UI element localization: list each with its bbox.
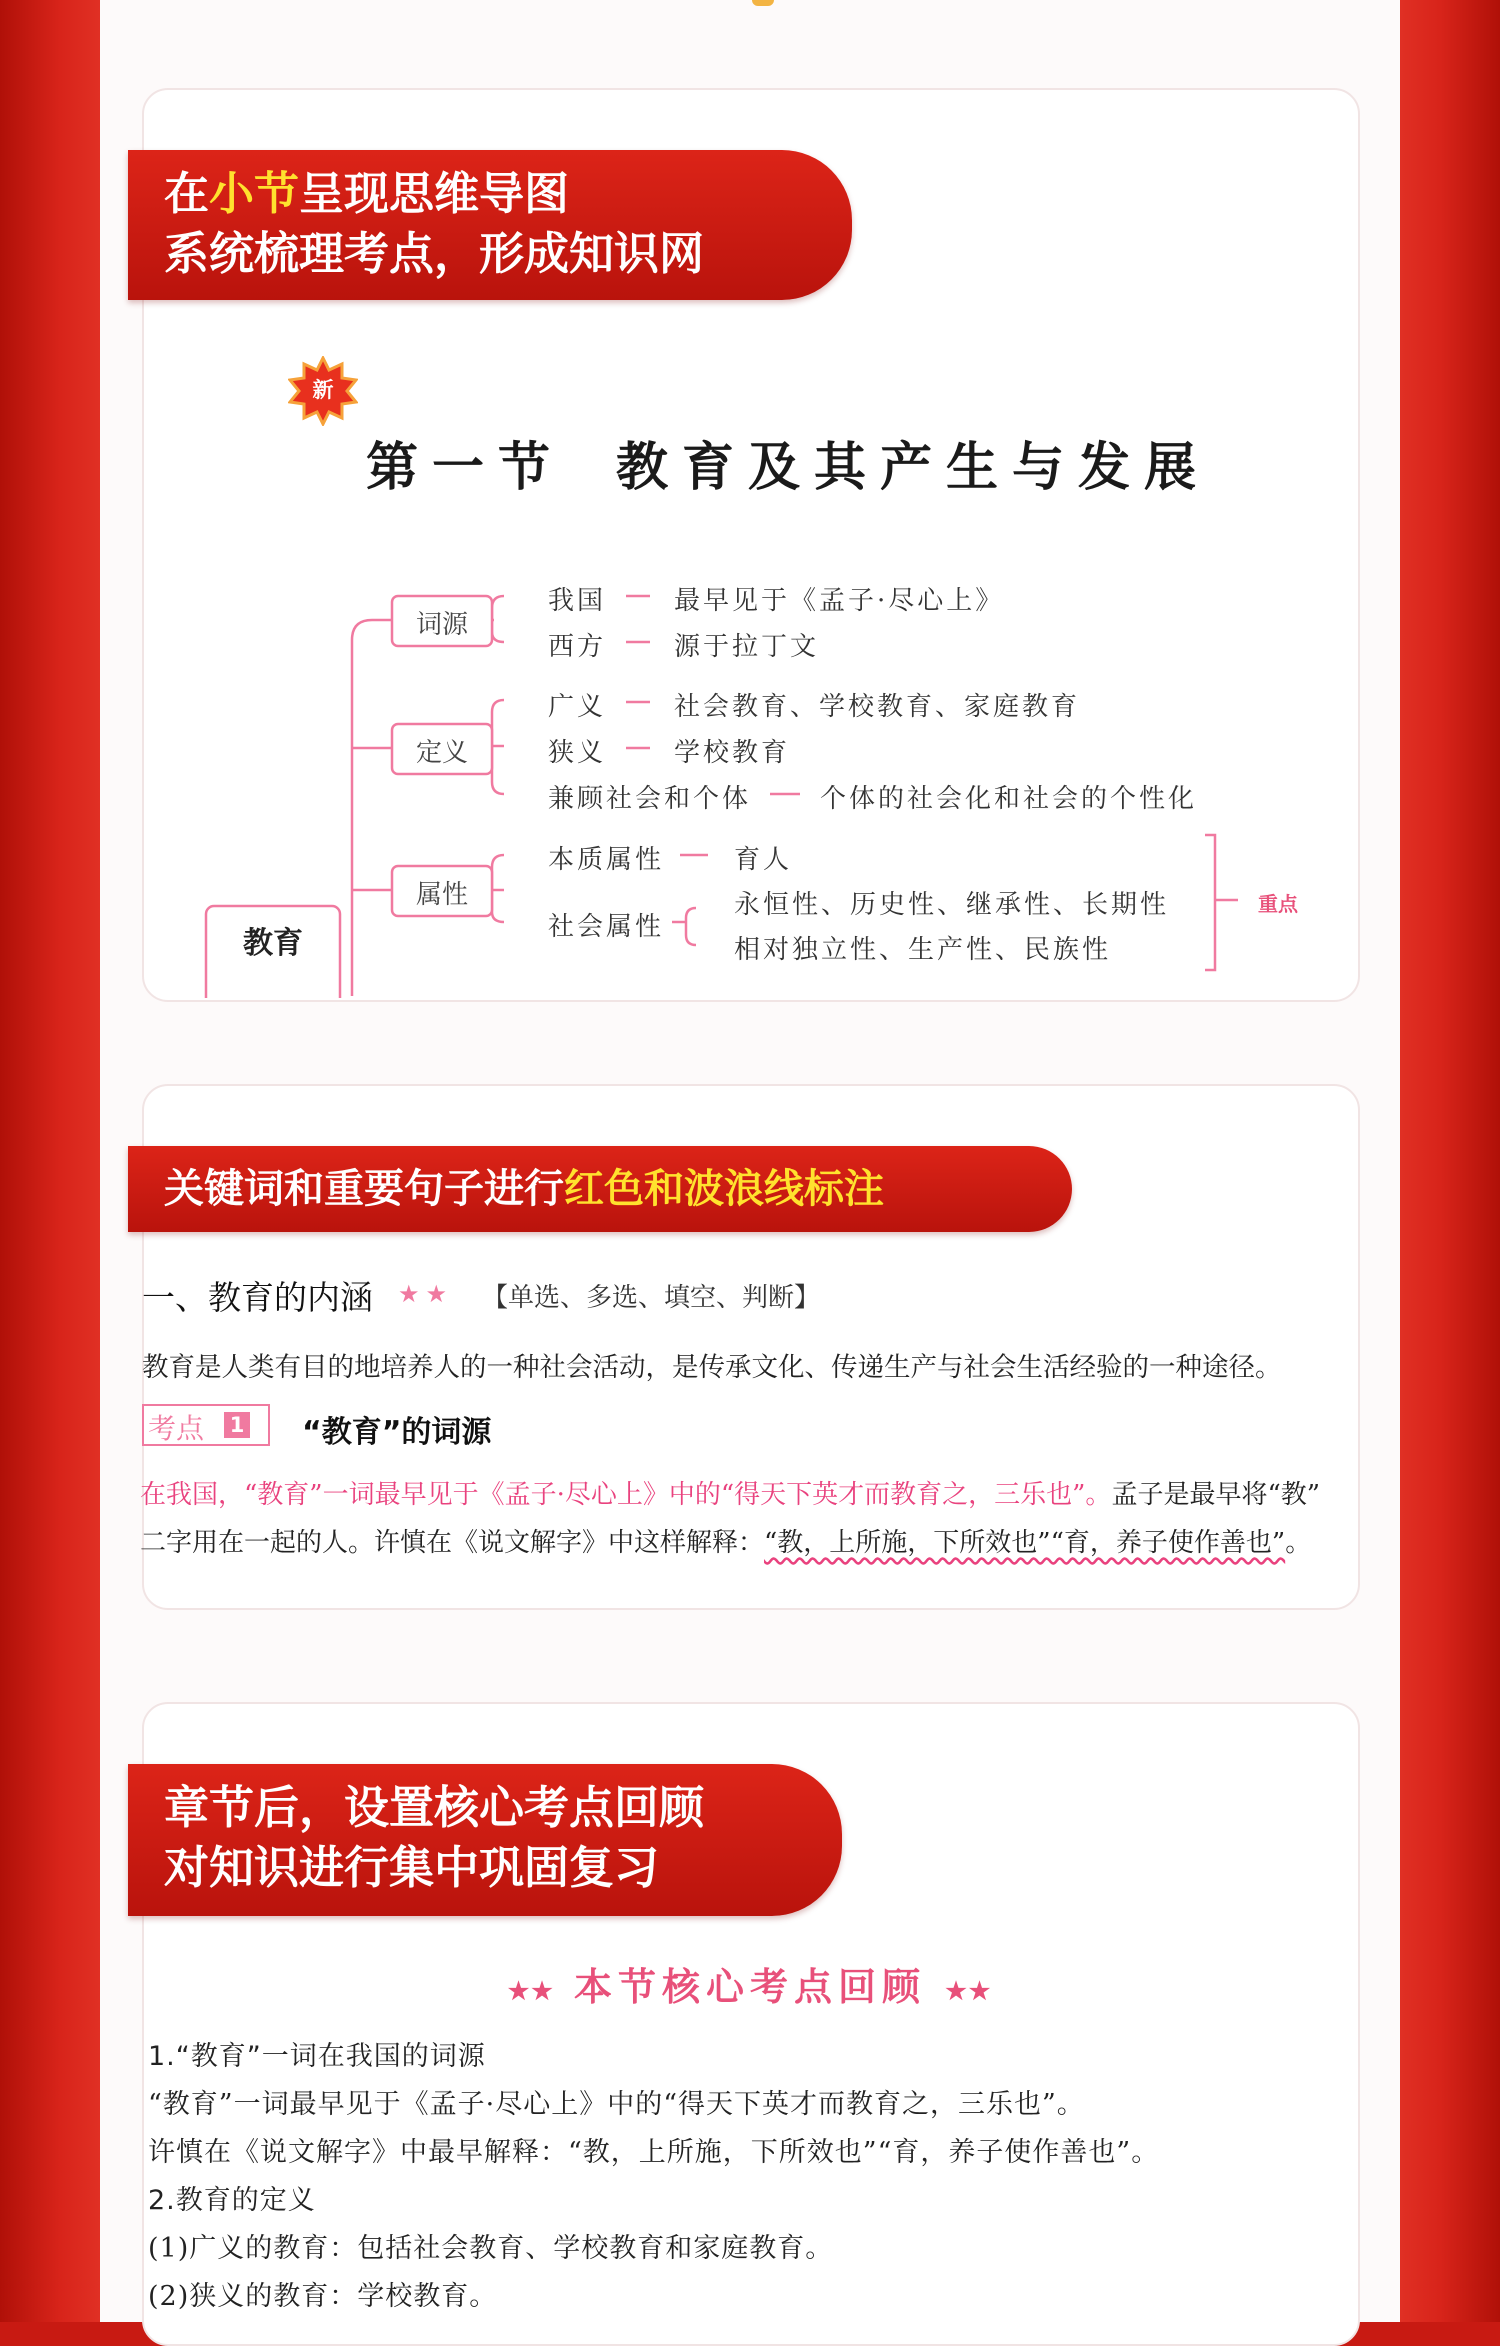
kaodian-label: 考点 bbox=[148, 1412, 205, 1445]
mindmap-value: 最早见于《孟子·尽心上》 bbox=[674, 586, 1005, 616]
review-line: 2.教育的定义 bbox=[148, 2185, 316, 2216]
banner-text: 在 bbox=[164, 167, 210, 220]
banner-text: 系统梳理考点，形成知识网 bbox=[164, 227, 705, 280]
mindmap-key: 广义 bbox=[548, 692, 607, 722]
mindmap-key: 狭义 bbox=[548, 738, 607, 768]
mindmap-branch: 词源 bbox=[415, 610, 468, 640]
mindmap-key: 西方 bbox=[548, 632, 607, 662]
review-title bbox=[0, 1956, 1500, 2011]
definition-text: 教育是人类有目的地培养人的一种社会活动，是传承文化、传递生产与社会生活经验的一种途径。 bbox=[142, 1352, 1282, 1383]
review-line: “教育”一词最早见于《孟子·尽心上》中的“得天下英才而教育之，三乐也”。 bbox=[148, 2089, 1085, 2120]
highlighted-sentence: 在我国，“教育”一词最早见于《孟子·尽心上》中的“得天下英才而教育之，三乐也”。 bbox=[140, 1480, 1112, 1510]
chapter-heading: 教育及其产生与发展 bbox=[616, 437, 1211, 498]
review-title-text: 本节核心考点回顾 bbox=[573, 1964, 926, 2009]
etymology-paragraph-line1 bbox=[140, 1474, 1320, 1511]
kaodian-title: “教育”的词源 bbox=[302, 1415, 492, 1450]
mindmap-value: 个体的社会化和社会的个性化 bbox=[820, 784, 1198, 814]
banner-highlight: 红色和波浪线标注 bbox=[564, 1166, 884, 1212]
new-badge-label: 新 bbox=[312, 377, 334, 402]
paragraph-text: 孟子是最早将“教” bbox=[1111, 1480, 1321, 1510]
star-decoration-left: ★★ bbox=[507, 1976, 555, 2005]
kaodian-number: 1 bbox=[224, 1412, 250, 1438]
banner-text: 对知识进行集中巩固复习 bbox=[164, 1841, 660, 1894]
key-point-tag: 重点 bbox=[1258, 892, 1298, 916]
wavy-underlined-quote: “教，上所施，下所效也”“育，养子使作善也” bbox=[764, 1528, 1286, 1558]
star-decoration-right: ★★ bbox=[945, 1976, 993, 2005]
banner-text: 章节后，设置核心考点回顾 bbox=[164, 1781, 705, 1834]
mindmap-branch: 定义 bbox=[415, 738, 468, 768]
mindmap-key: 本质属性 bbox=[548, 845, 665, 875]
review-line: 1.“教育”一词在我国的词源 bbox=[148, 2041, 486, 2072]
section-heading: 一、教育的内涵 bbox=[142, 1278, 373, 1317]
mindmap-value: 学校教育 bbox=[674, 738, 791, 768]
review-line: 许慎在《说文解字》中最早解释：“教，上所施，下所效也”“育，养子使作善也”。 bbox=[148, 2137, 1160, 2168]
mindmap-value: 永恒性、历史性、继承性、长期性 bbox=[734, 890, 1170, 920]
question-types: 【单选、多选、填空、判断】 bbox=[482, 1283, 821, 1313]
mindmap-value: 社会教育、学校教育、家庭教育 bbox=[674, 692, 1081, 722]
mindmap-branch: 属性 bbox=[415, 880, 468, 910]
mindmap-key: 我国 bbox=[548, 586, 607, 616]
mindmap-value: 育人 bbox=[734, 845, 793, 875]
chapter-label: 第一节 bbox=[366, 437, 565, 498]
review-line: (2)狭义的教育：学校教育。 bbox=[148, 2281, 498, 2312]
banner-text: 关键词和重要句子进行 bbox=[164, 1166, 564, 1212]
banner-highlight: 小节 bbox=[209, 167, 300, 220]
paragraph-text: 。 bbox=[1285, 1528, 1312, 1558]
mindmap-value: 相对独立性、生产性、民族性 bbox=[734, 935, 1112, 965]
feature-banner-review bbox=[128, 1764, 842, 1916]
mindmap-key: 兼顾社会和个体 bbox=[548, 784, 752, 814]
review-line: (1)广义的教育：包括社会教育、学校教育和家庭教育。 bbox=[148, 2233, 834, 2264]
etymology-paragraph-line2 bbox=[140, 1522, 1311, 1559]
banner-text: 呈现思维导图 bbox=[299, 167, 570, 220]
mindmap-root: 教育 bbox=[243, 926, 303, 961]
mindmap-key: 社会属性 bbox=[548, 912, 665, 942]
mindmap-value: 源于拉丁文 bbox=[674, 632, 820, 662]
importance-stars: ★★ bbox=[398, 1280, 454, 1308]
feature-banner-annotation bbox=[128, 1146, 1072, 1232]
paragraph-text: 二字用在一起的人。许慎在《说文解字》中这样解释： bbox=[140, 1528, 765, 1558]
